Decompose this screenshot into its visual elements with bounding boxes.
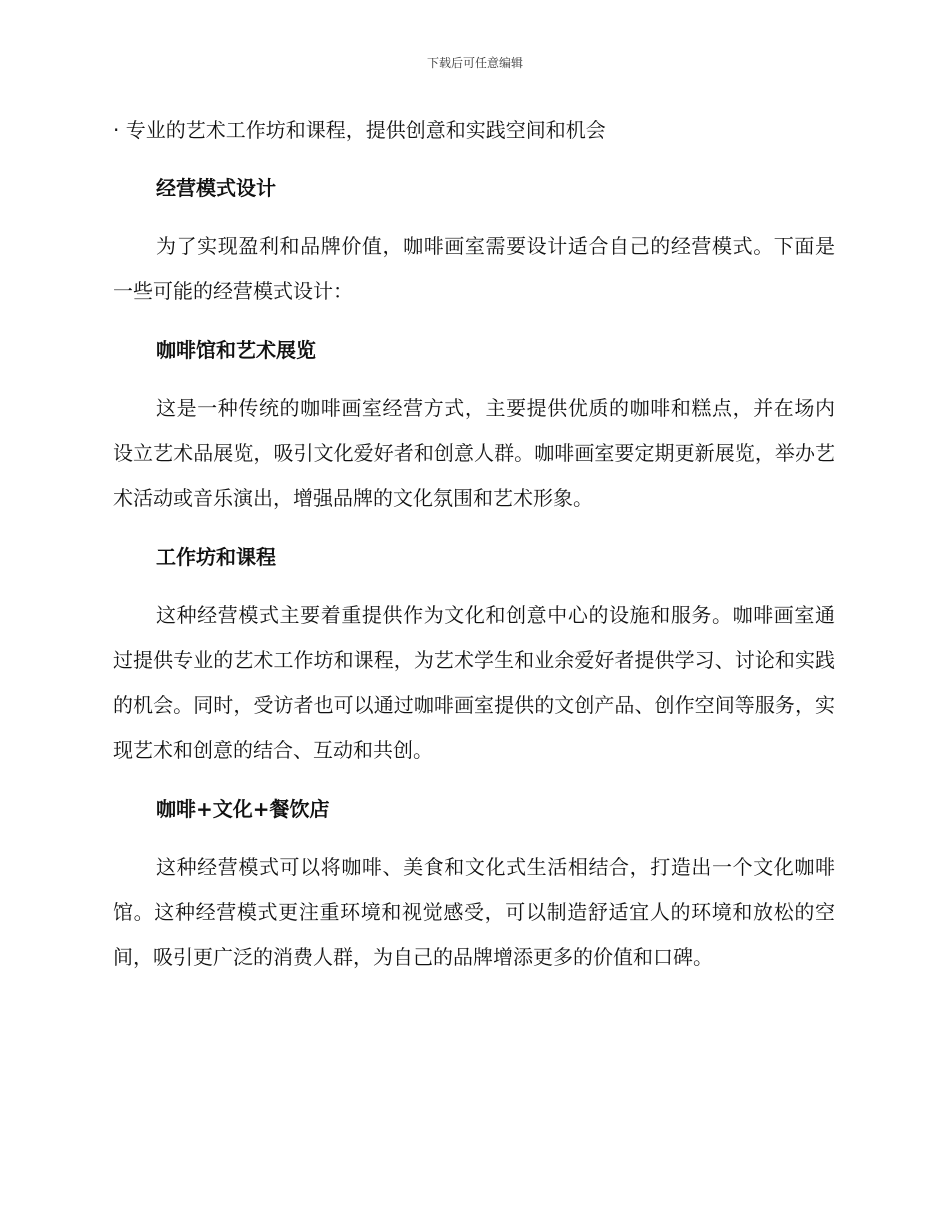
section-paragraph-cafe-exhibition: 这是一种传统的咖啡画室经营方式，主要提供优质的咖啡和糕点，并在场内设立艺术品展览，吸引文化爱好者和创意人群。咖啡画室要定期更新展览，举办艺术活动或音乐演出，增强品牌的文化氛围和艺术形象。 bbox=[113, 396, 835, 510]
document-body bbox=[113, 108, 835, 994]
section-paragraph-business-model: 为了实现盈利和品牌价值，咖啡画室需要设计适合自己的经营模式。下面是一些可能的经营模式设计： bbox=[113, 234, 835, 303]
section-heading-workshops: 工作坊和课程 bbox=[156, 545, 276, 569]
section-paragraph-workshops: 这种经营模式主要着重提供作为文化和创意中心的设施和服务。咖啡画室通过提供专业的艺术工作坊和课程，为艺术学生和业余爱好者提供学习、讨论和实践的机会。同时，受访者也可以通过咖啡画室提供的文创产品、创作空间等服务，实现艺术和创意的结合、互动和共创。 bbox=[113, 603, 835, 762]
section-heading-coffee-culture-dining: 咖啡+文化+餐饮店 bbox=[156, 797, 330, 821]
section-paragraph-coffee-culture-dining: 这种经营模式可以将咖啡、美食和文化式生活相结合，打造出一个文化咖啡馆。这种经营模式更注重环境和视觉感受，可以制造舒适宜人的环境和放松的空间，吸引更广泛的消费人群，为自己的品牌增添更多的价值和口碑。 bbox=[113, 855, 835, 969]
section-heading-cafe-exhibition: 咖啡馆和艺术展览 bbox=[156, 338, 316, 362]
bullet-item: · 专业的艺术工作坊和课程，提供创意和实践空间和机会 bbox=[113, 118, 606, 142]
section-heading-business-model: 经营模式设计 bbox=[156, 176, 276, 200]
page-header: 下载后可任意编辑 bbox=[426, 56, 523, 70]
